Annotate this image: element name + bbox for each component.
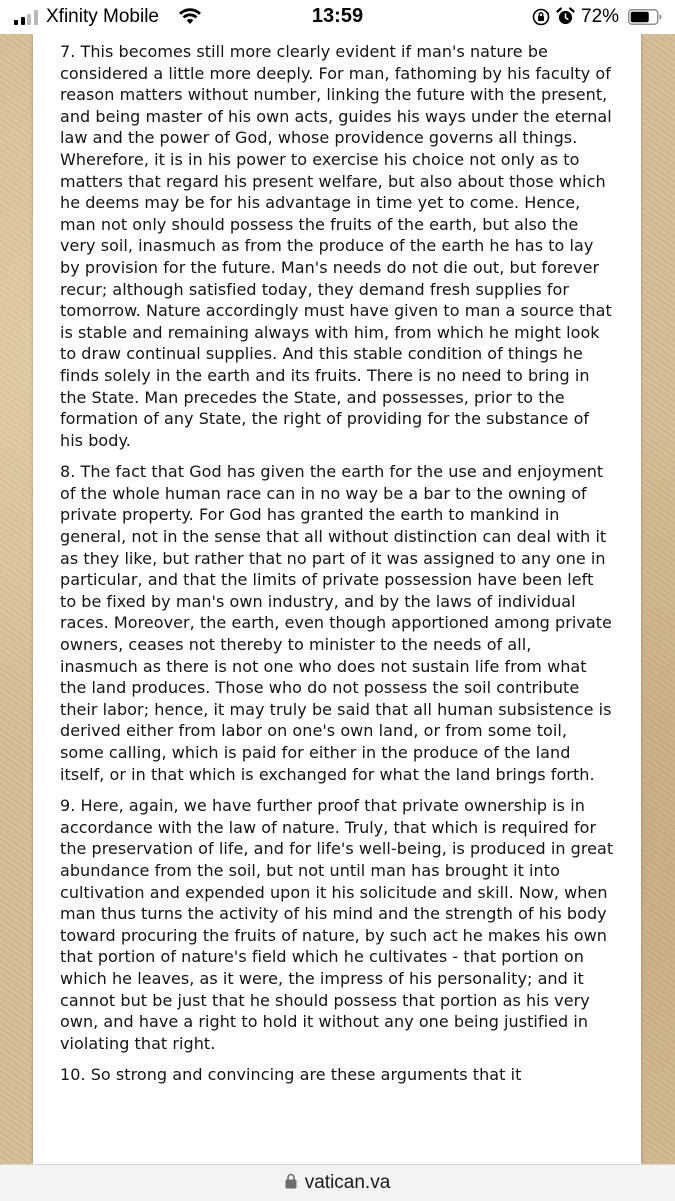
url-domain: vatican.va xyxy=(304,1172,391,1193)
battery-icon xyxy=(628,9,662,25)
paragraph-10: 10. So strong and convincing are these arguments that it xyxy=(60,1065,522,1085)
paragraph-8: 8. The fact that God has given the earth for the use and enjoyment of the whole human race can in no way be a bar to the owning of private property. For God has granted the earth to mankind in general, not in the sense that all without distinction can deal with it as they like, but rather that no part of it was assigned to any one in particular, and that the limits of private possession have been left to be fixed by man's own industry, and by the laws of individual races. Moreover, the earth, even though apportioned among private owners, ceases not thereby to minister to the needs of all, inasmuch as there is not one who does not sustain life from what the land produces. Those who do not possess the soil contribute their labor; hence, it may truly be said that all human subsistence is derived either from labor on one's own land, or from some toil, some calling, which is paid for either in the produce of the land itself, or in that which is exchanged for what the land brings forth. xyxy=(60,462,612,784)
carrier-name: Xfinity Mobile xyxy=(46,6,159,27)
clock-time: 13:59 xyxy=(311,5,364,27)
paragraph-7: 7. This becomes still more clearly evident if man's nature be considered a little more deeply. For man, fathoming by his faculty of reason matters without number, linking the future with the present, and being master of his own acts, guides his ways under the eternal law and the power of God, whose providence governs all things. Wherefore, it is in his power to exercise his choice not only as to matters that regard his present welfare, but also about those which he deems may be for his advantage in time yet to come. Hence, man not only should possess the fruits of the earth, but also the very soil, inasmuch as from the produce of the earth he has to lay by provision for the future. Man's needs do not die out, but forever recur; although satisfied today, they demand fresh supplies for tomorrow. Nature accordingly must have given to man a source that is stable and remaining always with him, from which he might look to draw continual supplies. And this stable condition of things he finds solely in the earth and its fruits. There is no need to bring in the State. Man precedes the State, and possesses, prior to the formation of any State, the right of providing for the substance of his body. xyxy=(60,42,612,450)
article-content[interactable] xyxy=(33,34,641,1164)
battery-percentage: 72% xyxy=(581,6,620,27)
padlock-icon xyxy=(285,1173,297,1189)
orientation-lock-icon xyxy=(532,8,550,26)
alarm-icon xyxy=(556,7,575,26)
paragraph-9: 9. Here, again, we have further proof that private ownership is in accordance with the law of nature. Truly, that which is required for the preservation of life, and for life's well-being, is produced in great abundance from the soil, but not until man has brought it into cultivation and expended upon it his solicitude and skill. Now, when man thus turns the activity of his mind and the strength of his body toward procuring the fruits of nature, by such act he makes his own that portion of nature's field which he cultivates - that portion on which he leaves, as it were, the impress of his personality; and it cannot but be just that he should possess that portion as his very own, and have a right to hold it without any one being justified in violating that right. xyxy=(60,796,614,1053)
address-bar[interactable] xyxy=(0,1164,675,1201)
status-bar xyxy=(0,0,675,34)
